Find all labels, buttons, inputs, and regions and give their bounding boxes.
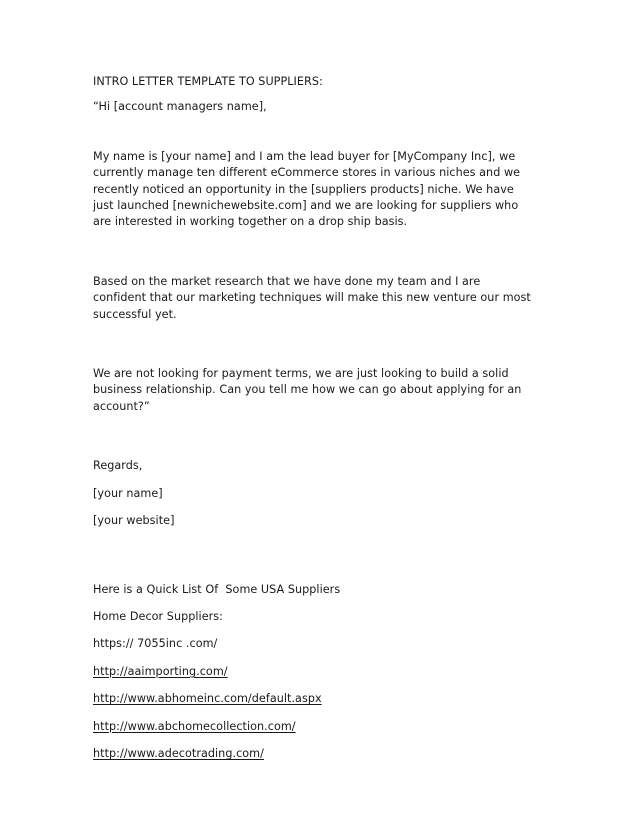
spacer xyxy=(93,598,553,609)
spacer xyxy=(93,625,553,636)
spacer xyxy=(93,475,553,486)
paragraph-line: are interested in working together on a drop ship basis. xyxy=(93,215,408,229)
document-body xyxy=(93,74,553,762)
spacer xyxy=(93,735,553,746)
paragraph-line: account?” xyxy=(93,399,150,413)
spacer xyxy=(93,116,553,149)
spacer xyxy=(93,680,553,691)
spacer xyxy=(93,90,553,99)
supplier-link-adecotrading[interactable]: http://www.adecotrading.com/ xyxy=(93,746,264,760)
spacer xyxy=(93,415,553,458)
letter-closing: Regards, xyxy=(93,459,143,473)
supplier-link-aaimporting[interactable]: http://aaimporting.com/ xyxy=(93,664,228,678)
spacer xyxy=(93,653,553,664)
spacer xyxy=(93,323,553,366)
paragraph-line: My name is [your name] and I am the lead buyer for [MyCompany Inc], we xyxy=(93,149,516,163)
supplier-link-abhomeinc[interactable]: http://www.abhomeinc.com/default.aspx xyxy=(93,692,322,706)
supplier-url-text: https:// 7055inc .com/ xyxy=(93,637,218,651)
signature-name: [your name] xyxy=(93,486,163,500)
paragraph-line: confident that our marketing techniques will make this new venture our most xyxy=(93,291,531,305)
spacer xyxy=(93,530,553,582)
paragraph-line: successful yet. xyxy=(93,307,177,321)
paragraph-line: just launched [newnichewebsite.com] and we are looking for suppliers who xyxy=(93,199,519,213)
paragraph-line: Based on the market research that we have done my team and I are xyxy=(93,274,481,288)
paragraph-line: business relationship. Can you tell me how we can go about applying for an xyxy=(93,383,522,397)
signature-website: [your website] xyxy=(93,514,175,528)
letter-paragraph-research xyxy=(93,274,553,323)
spacer xyxy=(93,708,553,719)
letter-heading: INTRO LETTER TEMPLATE TO SUPPLIERS: xyxy=(93,75,323,88)
supplier-link-abchomecollection[interactable]: http://www.abchomecollection.com/ xyxy=(93,719,296,733)
letter-paragraph-intro xyxy=(93,149,553,231)
suppliers-heading: Here is a Quick List Of Some USA Suppliers xyxy=(93,582,341,596)
paragraph-line: recently noticed an opportunity in the [suppliers products] niche. We have xyxy=(93,182,514,196)
letter-greeting: “Hi [account managers name], xyxy=(93,100,267,114)
spacer xyxy=(93,502,553,513)
paragraph-line: currently manage ten different eCommerce stores in various niches and we xyxy=(93,166,521,180)
letter-paragraph-terms xyxy=(93,366,553,415)
suppliers-category: Home Decor Suppliers: xyxy=(93,609,223,623)
paragraph-line: We are not looking for payment terms, we are just looking to build a solid xyxy=(93,367,509,381)
spacer xyxy=(93,231,553,274)
